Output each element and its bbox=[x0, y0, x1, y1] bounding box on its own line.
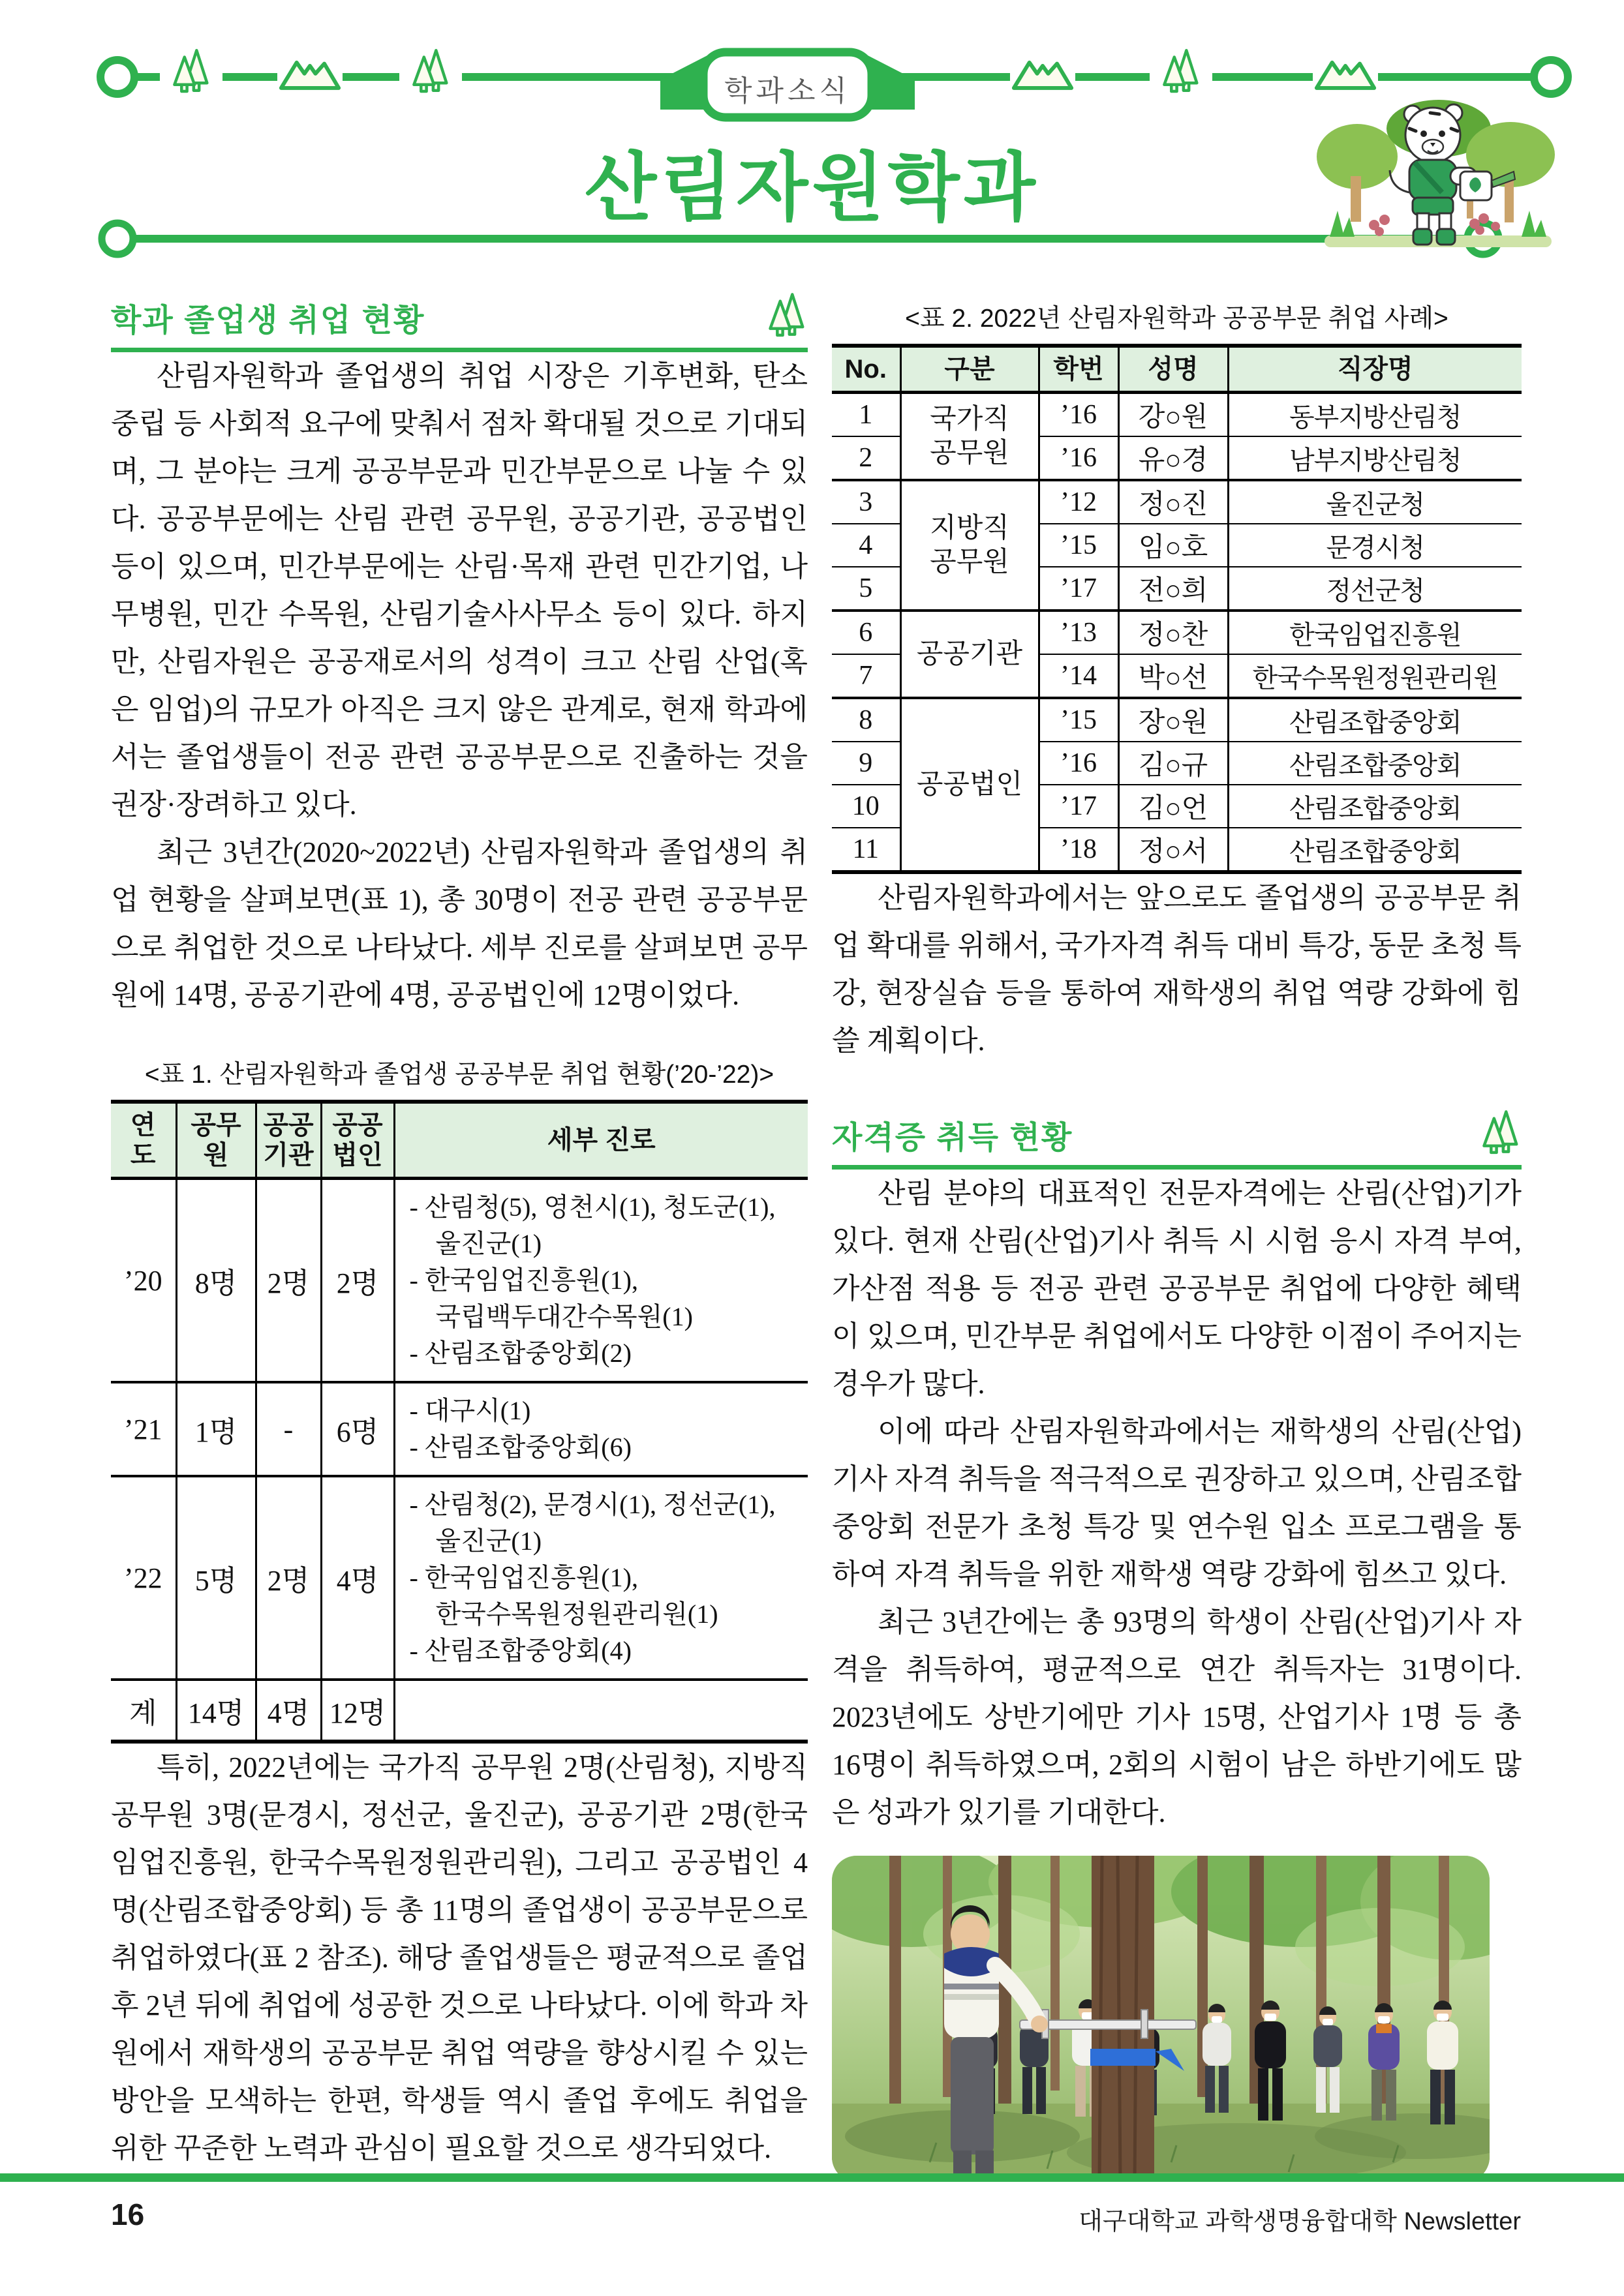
tiger-mascot-illustration bbox=[1311, 95, 1566, 258]
col-detail-path: 세부 진로 bbox=[394, 1102, 808, 1179]
category-cell: 공공기관 bbox=[900, 611, 1039, 698]
table-row: ’21 1명 - 6명 - 대구시(1) - 산림조합중앙회(6) bbox=[111, 1382, 808, 1476]
category-cell: 국가직 공무원 bbox=[900, 393, 1039, 481]
cases-follow-paragraph: 산림자원학과에서는 앞으로도 졸업생의 공공부문 취업 확대를 위해서, 국가자격 취득 대비 특강, 동문 초청 특강, 현장실습 등을 통하여 재학생의 취업 역량 강화에 힘쓸 계획이다. bbox=[832, 882, 1522, 1057]
page-number: 16 bbox=[111, 2198, 145, 2231]
mountain-icon bbox=[1317, 63, 1374, 88]
col-year: 연 도 bbox=[111, 1102, 176, 1179]
field-practice-photo bbox=[832, 1856, 1490, 2182]
section-heading-text: 자격증 취득 현황 bbox=[832, 1121, 1073, 1156]
table-total-row: 계 14명 4명 12명 bbox=[111, 1680, 808, 1742]
left-column bbox=[111, 290, 808, 2172]
col-public-agency: 공공 기관 bbox=[256, 1102, 321, 1179]
table1-header-row bbox=[111, 1102, 808, 1179]
certificate-paragraph-2: 이에 따라 산림자원학과에서는 재학생의 산림(산업)기사 자격 취득을 적극적으로 권장하고 있으며, 산림조합중앙회 전문가 초청 특강 및 연수원 입소 프로그램을 통하여 자격 취득을 위한 재학생 역량 강화에 힘쓰고 있다. bbox=[832, 1415, 1522, 1590]
table-row: 8 공공법인 ’15 장○원 산림조합중앙회 bbox=[832, 698, 1522, 742]
col-public-corp: 공공 법인 bbox=[321, 1102, 394, 1179]
certificate-paragraph-3: 최근 3년간에는 총 93명의 학생이 산림(산업)기사 자격을 취득하여, 평균적으로 연간 취득자는 31명이다. 2023년에도 상반기에만 기사 15명, 산업기사 1명 등 총 16명이 취득하였으며, 2회의 시험이 남은 하반기에도 많은 성과가 있기를 기대한다. bbox=[832, 1606, 1522, 1828]
col-category: 구분 bbox=[900, 346, 1039, 393]
table-row: 7 ’14 박○선 한국수목원정원관리원 bbox=[832, 654, 1522, 698]
col-student-id: 학번 bbox=[1039, 346, 1118, 393]
category-cell: 지방직 공무원 bbox=[900, 480, 1039, 611]
table-row: 4 ’15 임○호 문경시청 bbox=[832, 524, 1522, 567]
table2-header-row bbox=[832, 346, 1522, 393]
col-civil-servant: 공무원 bbox=[176, 1102, 256, 1179]
section-certificate-heading bbox=[832, 1108, 1522, 1170]
mountain-icon bbox=[281, 63, 339, 88]
category-cell: 공공법인 bbox=[900, 698, 1039, 872]
twin-pines-icon bbox=[1480, 1108, 1522, 1156]
col-no: No. bbox=[832, 346, 900, 393]
table-row: 5 ’17 전○희 정선군청 bbox=[832, 567, 1522, 611]
section-employment-heading bbox=[111, 290, 808, 352]
footer-rule bbox=[0, 2173, 1624, 2182]
section-badge: 학과소식 bbox=[724, 75, 851, 107]
page-title: 산림자원학과 bbox=[585, 147, 1039, 230]
table2-caption: <표 2. 2022년 산림자원학과 공공부문 취업 사례> bbox=[905, 305, 1448, 333]
ring-circle-icon bbox=[1534, 60, 1568, 94]
employment-paragraph-2: 최근 3년간(2020~2022년) 산림자원학과 졸업생의 취업 현황을 살펴보면(표 1), 총 30명이 전공 관련 공공부문으로 취업한 것으로 나타났다. 세부 진로를 살펴보면 공무원에 14명, 공공기관에 4명, 공공법인에 12명이었다. bbox=[111, 836, 808, 1011]
table-row: 11 ’18 정○서 산림조합중앙회 bbox=[832, 828, 1522, 872]
employment-paragraph-1: 산림자원학과 졸업생의 취업 시장은 기후변화, 탄소중립 등 사회적 요구에 맞춰서 점차 확대될 것으로 기대되며, 그 분야는 크게 공공부문과 민간부문으로 나눌 수 있다. 공공부문에는 산림 관련 공무원, 공공기관, 공공법인 등이 있으며, 민간부문에는 산림·목재 관련 민간기업, 나무병원, 민간 수목원, 산림기술사사무소 등이 있다. 하지만, 산림자원은 공공재로서의 성격이 크고 산림 산업(혹은 임업)의 규모가 아직은 크지 않은 관계로, 현재 학과에서는 졸업생들이 전공 관련 공공부문으로 진출하는 것을 권장·장려하고 있다. bbox=[111, 360, 808, 821]
employment-table bbox=[111, 1100, 808, 1744]
table-row: 9 ’16 김○규 산림조합중앙회 bbox=[832, 742, 1522, 785]
table-row: ’20 8명 2명 2명 - 산림청(5), 영천시(1), 청도군(1), 울진군(1) - 한국임업진흥원(1), 국립백두대간수목원(1) - 산림조합중앙회(2) bbox=[111, 1179, 808, 1383]
right-column bbox=[832, 290, 1522, 2182]
col-name: 성명 bbox=[1118, 346, 1228, 393]
mountain-icon bbox=[1014, 63, 1071, 88]
table-row: 10 ’17 김○언 산림조합중앙회 bbox=[832, 785, 1522, 828]
ring-circle-icon bbox=[100, 60, 134, 94]
table1-caption: <표 1. 산림자원학과 졸업생 공공부문 취업 현황(’20-’22)> bbox=[144, 1061, 774, 1089]
table-row: 3 지방직 공무원 ’12 정○진 울진군청 bbox=[832, 480, 1522, 524]
section-heading-text: 학과 졸업생 취업 현황 bbox=[111, 303, 425, 339]
col-employer: 직장명 bbox=[1228, 346, 1522, 393]
footer-newsletter-title: 대구대학교 과학생명융합대학 Newsletter bbox=[1079, 2208, 1521, 2235]
table-row: ’22 5명 2명 4명 - 산림청(2), 문경시(1), 정선군(1), 울진군(1) - 한국임업진흥원(1), 한국수목원정원관리원(1) - 산림조합중앙회(4) bbox=[111, 1476, 808, 1680]
table-row: 1 국가직 공무원 ’16 강○원 동부지방산림청 bbox=[832, 393, 1522, 437]
table-row: 2 ’16 유○경 남부지방산림청 bbox=[832, 436, 1522, 480]
employment-cases-table bbox=[832, 344, 1522, 874]
employment-paragraph-3: 특히, 2022년에는 국가직 공무원 2명(산림청), 지방직 공무원 3명(문경시, 정선군, 울진군), 공공기관 2명(한국임업진흥원, 한국수목원정원관리원), 그리고 공공법인 4명(산림조합중앙회) 등 총 11명의 졸업생이 공공부문으로 취업하였다(표 2 참조). 해당 졸업생들은 평균적으로 졸업 후 2년 뒤에 취업에 성공한 것으로 나타났다. 이에 학과 차원에서 재학생의 공공부문 취업 역량을 향상시킬 수 있는 방안을 모색하는 한편, 학생들 역시 졸업 후에도 취업을 위한 꾸준한 노력과 관심이 필요할 것으로 생각되었다. bbox=[111, 1751, 808, 2164]
detail-cell: - 대구시(1) - 산림조합중앙회(6) bbox=[394, 1382, 808, 1476]
twin-pines-icon bbox=[766, 290, 808, 339]
certificate-paragraph-1: 산림 분야의 대표적인 전문자격에는 산림(산업)기가 있다. 현재 산림(산업)기사 취득 시 시험 응시 자격 부여, 가산점 적용 등 전공 관련 공공부문 취업에 다양한 혜택이 있으며, 민간부문 취업에서도 다양한 이점이 주어지는 경우가 많다. bbox=[832, 1177, 1522, 1400]
detail-cell: - 산림청(2), 문경시(1), 정선군(1), 울진군(1) - 한국임업진흥원(1), 한국수목원정원관리원(1) - 산림조합중앙회(4) bbox=[394, 1476, 808, 1680]
detail-cell: - 산림청(5), 영천시(1), 청도군(1), 울진군(1) - 한국임업진흥원(1), 국립백두대간수목원(1) - 산림조합중앙회(2) bbox=[394, 1179, 808, 1383]
table-row: 6 공공기관 ’13 정○찬 한국임업진흥원 bbox=[832, 611, 1522, 654]
